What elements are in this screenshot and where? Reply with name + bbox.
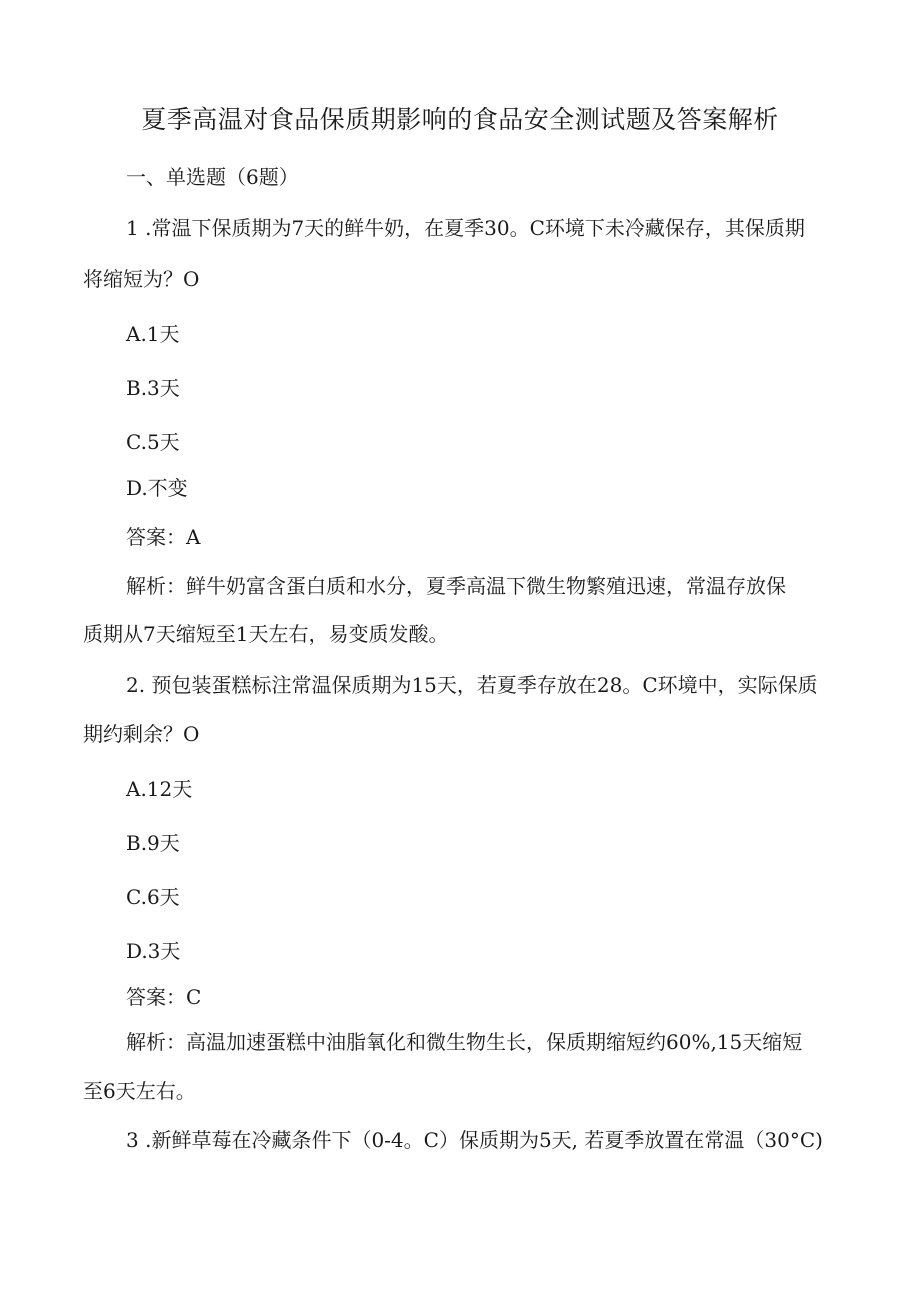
option-b: B.9天 [126,831,180,855]
question-stem-line: 1 .常温下保质期为7天的鲜牛奶，在夏季30。C环境下未冷藏保存，其保质期 [126,216,805,240]
analysis-line: 质期从7天缩短至1天左右，易变质发酸。 [83,622,449,646]
option-d: D.3天 [126,939,181,963]
option-c: C.5天 [126,430,180,454]
question-stem-line: 2. 预包装蛋糕标注常温保质期为15天，若夏季存放在28。C环境中，实际保质 [126,673,818,697]
option-a: A.12天 [126,777,193,801]
analysis-line: 至6天左右。 [83,1079,196,1103]
option-d: D.不变 [126,476,188,500]
analysis-line: 解析：高温加速蛋糕中油脂氧化和微生物生长，保质期缩短约60%,15天缩短 [126,1030,803,1054]
analysis-line: 解析：鲜牛奶富含蛋白质和水分，夏季高温下微生物繁殖迅速，常温存放保 [126,574,786,598]
option-b: B.3天 [126,376,180,400]
answer-line: 答案：C [126,985,202,1009]
document-title: 夏季高温对食品保质期影响的食品安全测试题及答案解析 [141,105,779,134]
question-stem-line: 期约剩余？O [83,722,200,746]
section-heading: 一、单选题（6题） [126,165,299,189]
option-c: C.6天 [126,885,180,909]
question-stem-line: 将缩短为？O [83,267,200,291]
question-stem-line: 3 .新鲜草莓在冷藏条件下（0-4。C）保质期为5天, 若夏季放置在常温（30°C) [126,1128,823,1152]
answer-line: 答案：A [126,525,201,549]
option-a: A.1天 [126,322,180,346]
